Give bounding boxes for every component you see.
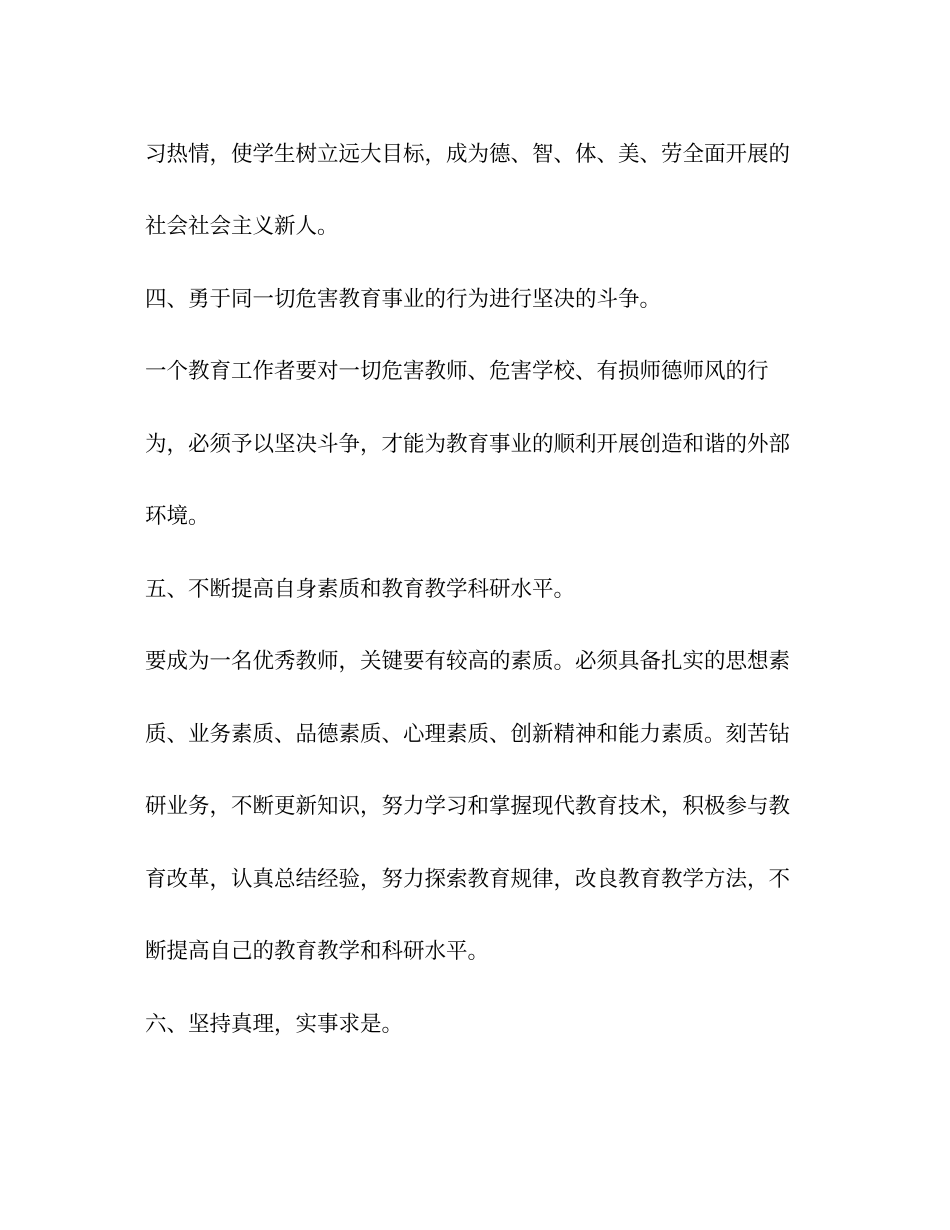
- paragraph-line: 研业务，不断更新知识，努力学习和掌握现代教育技术，积极参与教: [145, 794, 791, 819]
- section-heading: 五、不断提高自身素质和教育教学科研水平。: [145, 577, 576, 602]
- paragraph-line: 环境。: [145, 504, 210, 529]
- section-heading: 四、勇于同一切危害教育事业的行为进行坚决的斗争。: [145, 287, 662, 312]
- paragraph-line: 习热情，使学生树立远大目标，成为德、智、体、美、劳全面开展的: [145, 142, 791, 167]
- paragraph-line: 为，必须予以坚决斗争，才能为教育事业的顺利开展创造和谐的外部: [145, 432, 791, 457]
- paragraph-line: 社会社会主义新人。: [145, 214, 339, 239]
- paragraph-line: 质、业务素质、品德素质、心理素质、创新精神和能力素质。刻苦钻: [145, 722, 791, 747]
- paragraph-line: 一个教育工作者要对一切危害教师、危害学校、有损师德师风的行: [145, 359, 769, 384]
- paragraph-line: 要成为一名优秀教师，关键要有较高的素质。必须具备扎实的思想素: [145, 649, 791, 674]
- paragraph-line: 断提高自己的教育教学和科研水平。: [145, 939, 490, 964]
- section-heading: 六、坚持真理，实事求是。: [145, 1012, 404, 1037]
- paragraph-line: 育改革，认真总结经验，努力探索教育规律，改良教育教学方法，不: [145, 867, 791, 892]
